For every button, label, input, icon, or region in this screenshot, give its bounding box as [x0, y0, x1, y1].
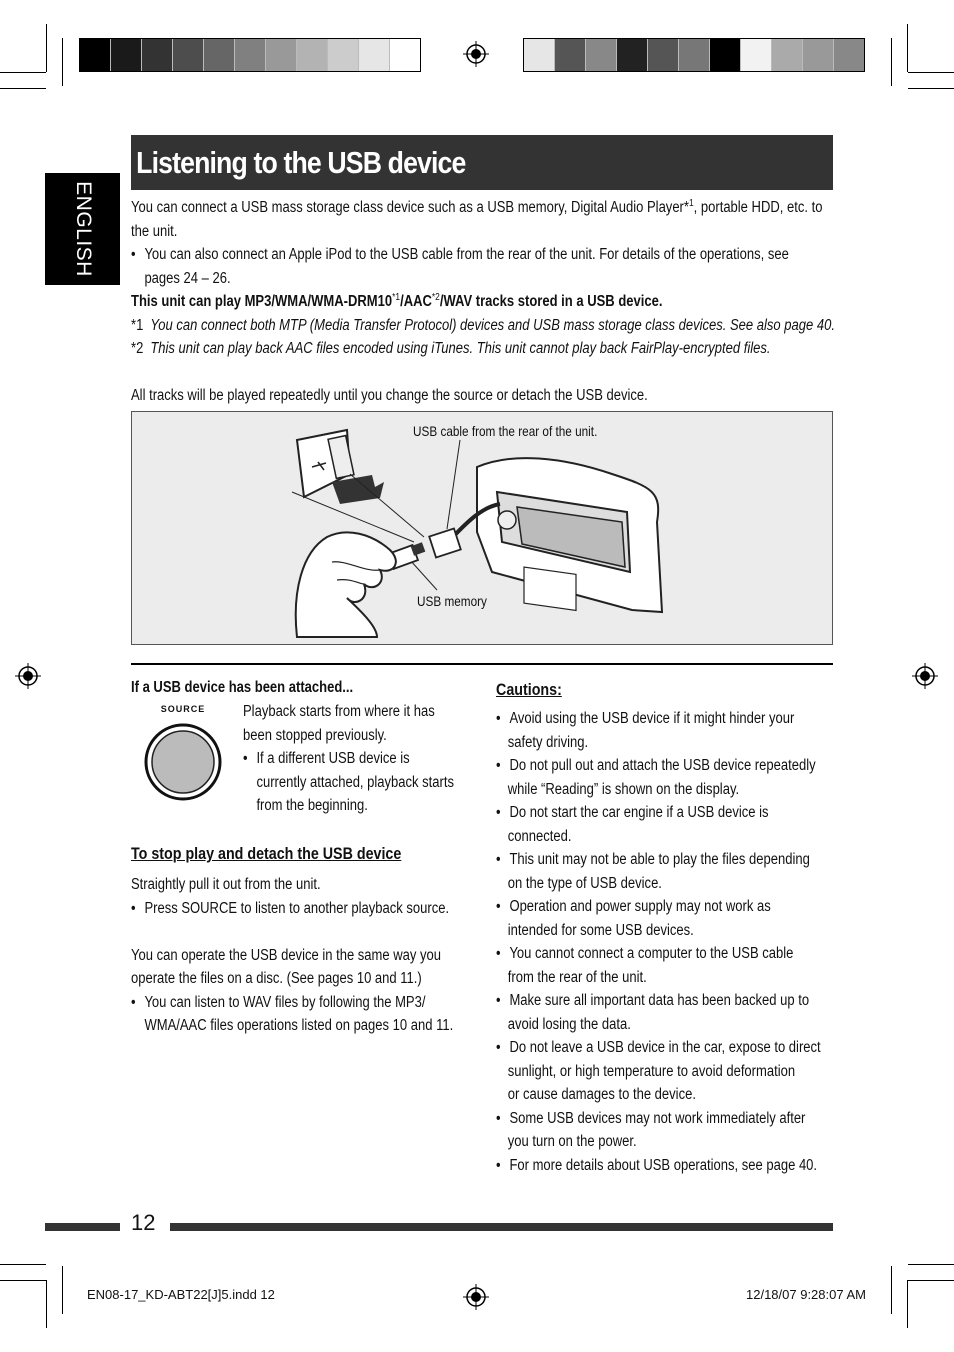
- file-slug: EN08-17_KD-ABT22[J]5.indd 12: [87, 1287, 275, 1302]
- color-swatch: [772, 39, 803, 71]
- formats-text: /WAV tracks stored in a USB device.: [439, 293, 663, 310]
- title-bar: [131, 135, 833, 190]
- crop-mark: [907, 1280, 908, 1328]
- intro-text: , portable HDD, etc. to: [693, 199, 823, 216]
- footnote-ref: *2: [431, 291, 440, 303]
- formats-text: /AAC: [400, 293, 432, 310]
- crop-mark: [907, 24, 908, 72]
- language-tab: [45, 173, 120, 285]
- list-item: [131, 991, 453, 1015]
- source-label: SOURCE: [160, 704, 206, 714]
- footnote: [131, 337, 835, 361]
- color-swatch: [173, 39, 204, 71]
- caution-item: while “Reading” is shown on the display.: [507, 780, 740, 798]
- list-item: [243, 747, 454, 771]
- crop-mark: [908, 1280, 954, 1281]
- footnote-ref: *1: [392, 291, 401, 303]
- label-usb-cable: USB cable from the rear of the unit.: [413, 423, 598, 439]
- attached-line: been stopped previously.: [243, 726, 387, 744]
- color-swatch: [142, 39, 173, 71]
- crop-mark: [0, 72, 46, 73]
- section-divider: [131, 663, 833, 665]
- color-swatch: [328, 39, 359, 71]
- operate-line: operate the files on a disc. (See pages 10 and 11.): [131, 970, 422, 987]
- color-swatch: [555, 39, 586, 71]
- footnote-ref: 1: [688, 197, 694, 209]
- intro-text: You can connect a USB mass storage class device such as a USB memory, Digital Audio Player*: [131, 199, 689, 216]
- color-bar-left: [79, 38, 421, 72]
- crop-mark: [62, 38, 63, 86]
- footnote-text: You can connect both MTP (Media Transfer Protocol) devices and USB mass storage class devices. See also page 40.: [150, 316, 835, 334]
- caution-item: • This unit may not be able to play the files depending: [496, 848, 821, 872]
- caution-item: sunlight, or high temperature to avoid deformation: [507, 1062, 796, 1080]
- caution-item: from the rear of the unit.: [507, 968, 647, 986]
- caution-item: intended for some USB devices.: [507, 921, 694, 939]
- formats-statement: [131, 290, 835, 314]
- list-item-text: from the beginning.: [256, 797, 368, 814]
- footnote-text: This unit can play back AAC files encoded using iTunes. This unit cannot play back FairPlay-encrypted files.: [150, 340, 771, 357]
- crop-mark: [46, 1280, 47, 1328]
- crop-mark: [0, 88, 46, 89]
- list-item-text: Press SOURCE to listen to another playback source.: [144, 899, 450, 917]
- page-number: 12: [131, 1210, 156, 1235]
- color-swatch: [80, 39, 111, 71]
- usb-connection-illustration: [131, 411, 833, 645]
- caution-item: connected.: [507, 827, 572, 845]
- crop-mark: [891, 1266, 892, 1314]
- color-swatch: [524, 39, 555, 71]
- list-item-text: You can also connect an Apple iPod to the USB cable from the rear of the unit. For details of the operations, see: [144, 246, 789, 263]
- cautions-list: [496, 707, 821, 1177]
- attached-line: Playback starts from where it has: [243, 703, 435, 720]
- list-item-text: You can listen to WAV files by following the MP3/: [144, 993, 426, 1011]
- color-swatch: [803, 39, 834, 71]
- crop-mark: [0, 1264, 46, 1265]
- registration-mark-icon: [463, 1284, 489, 1310]
- cautions-heading: Cautions:: [496, 680, 562, 699]
- formats-text: This unit can play MP3/WMA/WMA-DRM10: [131, 293, 393, 310]
- footnote: [131, 314, 835, 338]
- stop-text: [131, 873, 453, 1038]
- crop-mark: [891, 38, 892, 86]
- footer-rule-right: [170, 1223, 833, 1231]
- attached-text: [243, 700, 454, 818]
- caution-item: • You cannot connect a computer to the USB cable: [496, 942, 821, 966]
- list-item: [131, 897, 453, 921]
- language-tab-label: ENGLISH: [71, 181, 95, 277]
- intro-paragraph: [131, 196, 835, 408]
- footnote-mark: *2: [131, 340, 144, 357]
- registration-mark-icon: [912, 663, 938, 689]
- color-swatch: [204, 39, 235, 71]
- color-swatch: [111, 39, 142, 71]
- caution-item: • Avoid using the USB device if it might hinder your: [496, 707, 821, 731]
- caution-item: • Do not leave a USB device in the car, expose to direct: [496, 1036, 821, 1060]
- crop-mark: [62, 1266, 63, 1314]
- registration-mark-icon: [463, 41, 489, 67]
- caution-item: • Make sure all important data has been backed up to: [496, 989, 821, 1013]
- caution-item: • Operation and power supply may not work as: [496, 895, 821, 919]
- caution-item: • Some USB devices may not work immediately after: [496, 1107, 821, 1131]
- caution-item: • Do not pull out and attach the USB device repeatedly: [496, 754, 821, 778]
- caution-item: avoid losing the data.: [507, 1015, 631, 1033]
- color-swatch: [586, 39, 617, 71]
- list-item-text: If a different USB device is: [256, 750, 410, 767]
- color-swatch: [648, 39, 679, 71]
- date-slug: 12/18/07 9:28:07 AM: [746, 1287, 866, 1302]
- color-swatch: [266, 39, 297, 71]
- crop-mark: [908, 1264, 954, 1265]
- stop-line: Straightly pull it out from the unit.: [131, 876, 321, 893]
- caution-item: you turn on the power.: [507, 1133, 637, 1150]
- caution-item: • For more details about USB operations, see page 40.: [496, 1154, 821, 1178]
- crop-mark: [0, 1280, 46, 1281]
- color-swatch: [834, 39, 864, 71]
- attached-heading: If a USB device has been attached...: [131, 679, 354, 696]
- crop-mark: [908, 88, 954, 89]
- list-item-text: pages 24 – 26.: [144, 269, 231, 287]
- page-title: Listening to the USB device: [136, 145, 466, 180]
- caution-item: safety driving.: [507, 733, 589, 751]
- list-item-text: currently attached, playback starts: [256, 773, 455, 791]
- color-swatch: [235, 39, 266, 71]
- color-swatch: [297, 39, 328, 71]
- color-swatch: [710, 39, 741, 71]
- list-item: [131, 243, 835, 267]
- color-swatch: [741, 39, 772, 71]
- footer-rule-left: [45, 1223, 120, 1231]
- color-swatch: [679, 39, 710, 71]
- list-item-text: WMA/AAC files operations listed on pages 10 and 11.: [144, 1017, 454, 1034]
- color-bar-right: [523, 38, 865, 72]
- source-knob-icon: [143, 722, 223, 802]
- color-swatch: [617, 39, 648, 71]
- intro-text: the unit.: [131, 222, 178, 240]
- operate-line: You can operate the USB device in the same way you: [131, 946, 442, 964]
- stop-heading: To stop play and detach the USB device: [131, 844, 402, 863]
- color-swatch: [390, 39, 420, 71]
- color-swatch: [359, 39, 390, 71]
- label-usb-memory: USB memory: [417, 593, 487, 609]
- caution-item: • Do not start the car engine if a USB device is: [496, 801, 821, 825]
- caution-item: on the type of USB device.: [507, 874, 662, 892]
- source-button-figure: [143, 704, 223, 804]
- crop-mark: [46, 24, 47, 72]
- footnote-mark: *1: [131, 316, 144, 334]
- repeat-note: All tracks will be played repeatedly until you change the source or detach the USB device.: [131, 387, 648, 404]
- registration-mark-icon: [15, 663, 41, 689]
- caution-item: or cause damages to the device.: [507, 1086, 696, 1103]
- crop-mark: [908, 72, 954, 73]
